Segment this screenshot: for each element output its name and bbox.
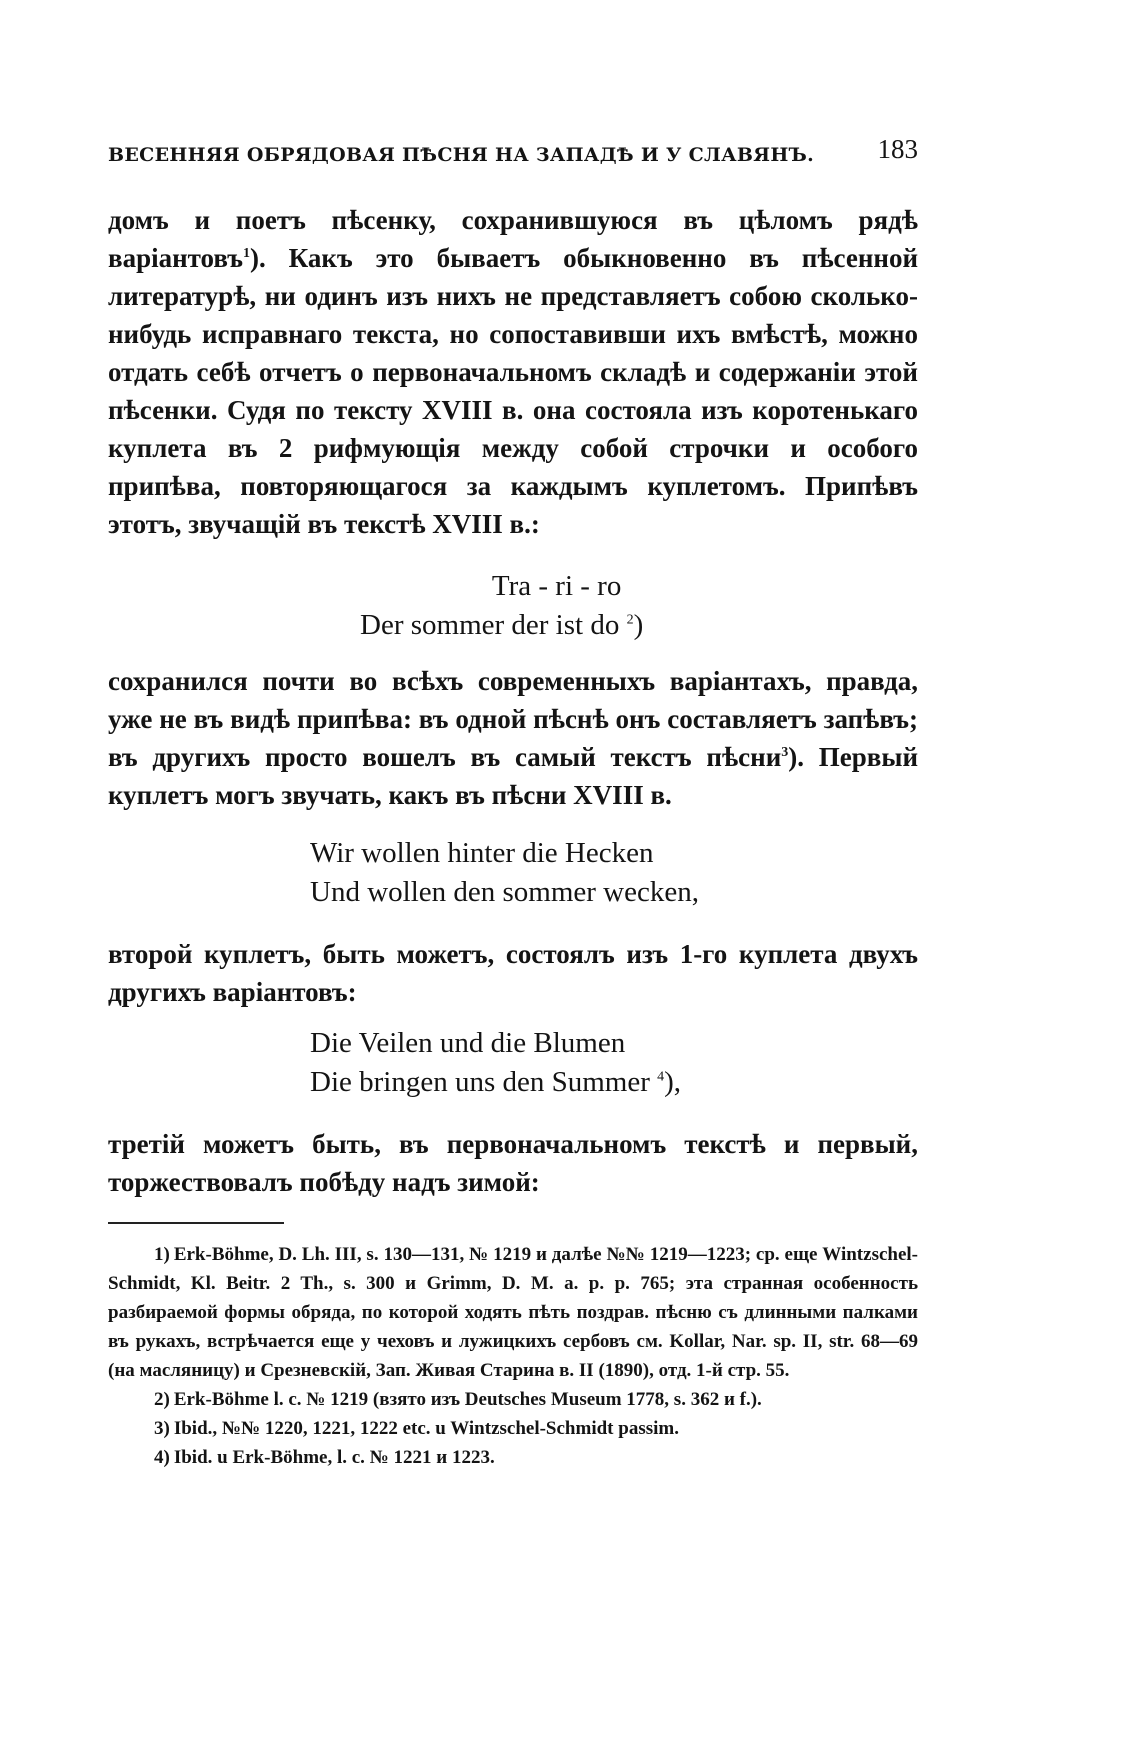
- verse-refrain-close: ): [633, 609, 644, 641]
- paragraph-2: [108, 662, 918, 814]
- verse-second-couplet-line-1: Die Veilen und die Blumen: [310, 1027, 626, 1059]
- verse-refrain: [360, 567, 644, 645]
- paragraph-3-text: второй куплетъ, быть можетъ, состоялъ изъ 1-го куплета двухъ другихъ варіантовъ:: [108, 939, 918, 1007]
- paragraph-3: [108, 935, 918, 1011]
- verse-second-couplet: [310, 1024, 681, 1102]
- footnote-4-number: 4): [154, 1447, 170, 1468]
- verse-first-couplet: [310, 834, 699, 912]
- verse-first-couplet-line-1: Wir wollen hinter die Hecken: [310, 837, 654, 869]
- footnote-4-text: Ibid. u Erk-Böhme, l. c. № 1221 и 1223.: [173, 1447, 495, 1468]
- footnote-divider: [108, 1222, 284, 1224]
- verse-second-couplet-line-2: [310, 1063, 681, 1102]
- verse-refrain-line-1: Tra - ri - ro: [491, 570, 622, 602]
- footnote-ref-1: 1: [243, 246, 251, 261]
- paragraph-4-text: третій можетъ быть, въ первоначальномъ текстѣ и первый, торжествовалъ побѣду надъ зимой:: [108, 1129, 918, 1197]
- footnote-2-text: Erk-Böhme l. c. № 1219 (взято изъ Deutsches Museum 1778, s. 362 и f.).: [173, 1389, 762, 1410]
- verse-second-couplet-close: ),: [664, 1066, 682, 1098]
- paragraph-4: [108, 1125, 918, 1201]
- footnote-2-number: 2): [154, 1389, 170, 1410]
- verse-second-couplet-line-2-text: Die bringen uns den Summer: [310, 1066, 650, 1098]
- verse-first-couplet-line-2: Und wollen den sommer wecken,: [310, 876, 699, 908]
- footnote-1: [108, 1240, 918, 1385]
- footnote-1-text: Erk-Böhme, D. Lh. III, s. 130—131, № 1219 и далѣе №№ 1219—1223; ср. еще Wintzschel-Schmidt, Kl. Beitr. 2 Th., s. 300 и Grimm, D. M. a. p. p. 765; эта странная особенность разбираемой формы обряда, по которой ходять пѣть поздрав. пѣсню съ длинными палками въ рукахъ, встрѣчается еще у чеховъ и лужицкихъ сербовъ см. Kollar, Nar. sp. II, str. 68—69 (на масляницу) и Срезневскій, Зап. Живая Старина в. II (1890), отд. 1-й стр. 55.: [108, 1244, 918, 1381]
- footnote-ref-3: 3: [781, 745, 789, 760]
- paragraph-1-text-a: домъ и поетъ пѣсенку, сохранившуюся въ цѣломъ рядѣ варіантовъ: [108, 205, 918, 273]
- verse-refrain-line-2-text: Der sommer der ist do: [360, 609, 620, 641]
- footnote-3-text: Ibid., №№ 1220, 1221, 1222 etc. u Wintzschel-Schmidt passim.: [173, 1418, 679, 1439]
- footnote-ref-2: 2: [626, 612, 634, 628]
- page-number: 183: [877, 134, 918, 164]
- paragraph-2-text-b: ). Первый куплетъ могъ звучать, какъ въ пѣсни XVIII в.: [108, 742, 918, 810]
- footnote-3-number: 3): [154, 1418, 170, 1439]
- footnote-1-number: 1): [154, 1244, 170, 1265]
- running-title: ВЕСЕННЯЯ ОБРЯДОВАЯ ПѢСНЯ НА ЗАПАДѢ И У СЛАВЯНЪ.: [108, 144, 814, 166]
- paragraph-1: [108, 201, 918, 543]
- footnote-4: [108, 1443, 918, 1472]
- footnote-ref-4: 4: [657, 1069, 665, 1085]
- paragraph-1-text-b: ). Какъ это бываетъ обыкновенно въ пѣсенной литературѣ, ни одинъ изъ нихъ не представляетъ собою сколько-нибудь исправнаго текста, но сопоставивши ихъ вмѣстѣ, можно отдать себѣ отчетъ о первоначальномъ складѣ и содержаніи этой пѣсенки. Судя по тексту XVIII в. она состояла изъ коротенькаго куплета въ 2 рифмующія между собой строчки и особого припѣва, повторяющагося за каждымъ куплетомъ. Припѣвъ этотъ, звучащій въ текстѣ XVIII в.:: [108, 243, 918, 539]
- verse-refrain-line-2: [360, 606, 643, 645]
- footnote-3: [108, 1414, 918, 1443]
- footnote-2: [108, 1385, 918, 1414]
- paragraph-2-text-a: сохранился почти во всѣхъ современныхъ варіантахъ, правда, уже не въ видѣ припѣва: въ одной пѣснѣ онъ составляетъ запѣвъ; въ другихъ просто вошелъ въ самый текстъ пѣсни: [108, 666, 918, 772]
- footnotes: [108, 1240, 918, 1472]
- page-header: [108, 134, 918, 174]
